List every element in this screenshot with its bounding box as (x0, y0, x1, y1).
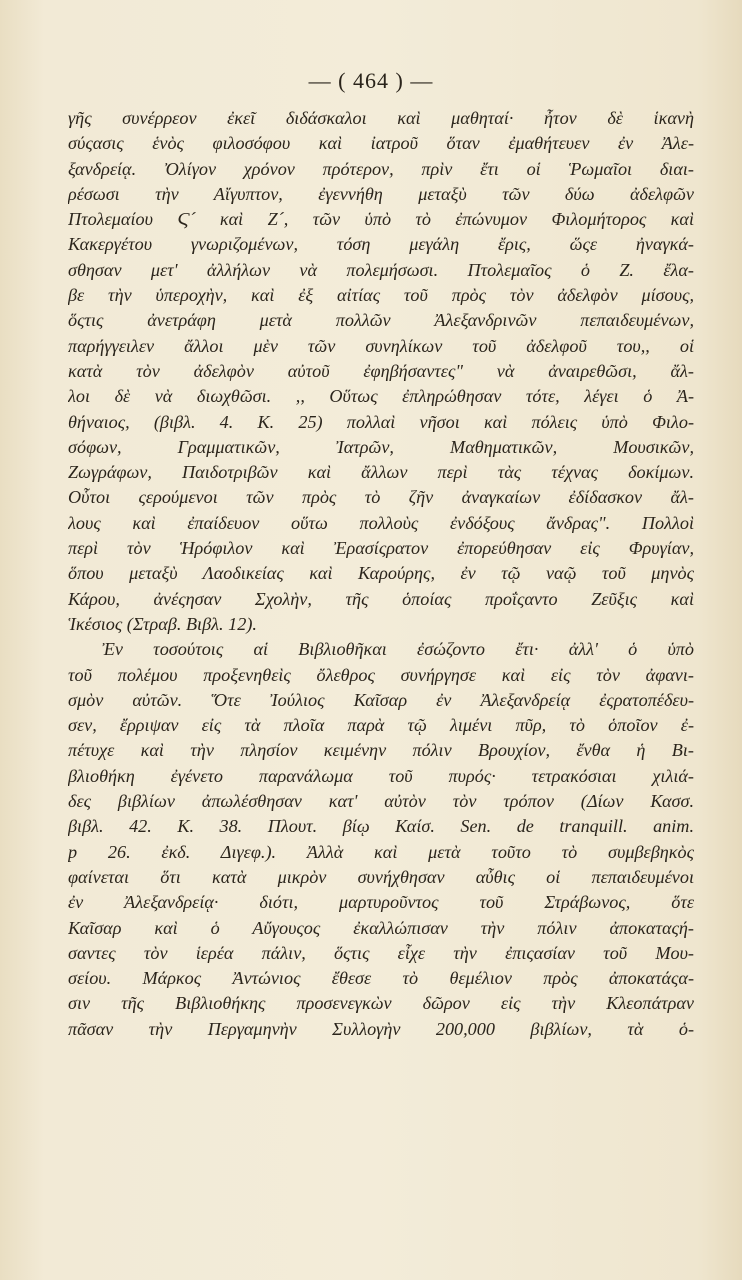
text-line: Ζωγράφων, Παιδοτριβῶν καὶ ἄλλων περὶ τὰς τέχνας δοκίμων. (68, 462, 694, 483)
body-text (68, 106, 694, 1067)
text-line: περὶ τὸν Ἡρόφιλον καὶ Ἐρασίςρατον ἐπορεύθησαν εἰς Φρυγίαν, (68, 538, 694, 559)
text-line: σόφων, Γραμματικῶν, Ἰατρῶν, Μαθηματικῶν, Μουσικῶν, (68, 436, 694, 457)
text-line: ξανδρείᾳ. Ὀλίγον χρόνον πρότερον, πρὶν ἔτι οἱ Ῥωμαῖοι διαι- (68, 158, 694, 179)
text-line: Ἱκέσιος (Στραβ. Βιβλ. 12). (68, 613, 257, 634)
text-line: δες βιβλίων ἀπωλέσθησαν κατ' αὐτὸν τὸν τρόπον (Δίων Κασσ. (68, 791, 694, 812)
text-line: ἐν Ἀλεξανδρείᾳ· διότι, μαρτυροῦντος τοῦ Στράβωνος, ὅτε (68, 892, 694, 913)
text-line: κατὰ τὸν ἀδελφὸν αὐτοῦ ἐφηβήσαντες" νὰ ἀναιρεθῶσι, ἄλ- (68, 360, 694, 381)
text-line: Κάρου, ἀνέςησαν Σχολὴν, τῆς ὁποίας προΐςαντο Ζεῦξις καὶ (68, 588, 694, 609)
text-line: σεν, ἔρριψαν εἰς τὰ πλοῖα παρὰ τῷ λιμένι πῦρ, τὸ ὁποῖον ἐ- (68, 715, 694, 736)
text-line: p 26. ἐκδ. Διγεφ.). Ἀλλὰ καὶ μετὰ τοῦτο τὸ συμβεβηκὸς (68, 841, 694, 862)
text-line: Οὗτοι ςερούμενοι τῶν πρὸς τὸ ζῆν ἀναγκαίων ἐδίδασκον ἄλ- (68, 487, 694, 508)
text-line: λους καὶ ἐπαίδευον οὕτω πολλοὺς ἐνδόξους ἄνδρας". Πολλοὶ (68, 512, 694, 533)
text-line: φαίνεται ὅτι κατὰ μικρὸν συνήχθησαν αὖθις οἱ πεπαιδευμένοι (68, 866, 694, 887)
text-line: πέτυχε καὶ τὴν πλησίον κειμένην πόλιν Βρουχίον, ἔνθα ἡ Βι- (68, 740, 694, 761)
text-line: σαντες τὸν ἱερέα πάλιν, ὅςτις εἶχε τὴν ἐπιςασίαν τοῦ Μου- (68, 942, 694, 963)
text-line: βε τὴν ὑπεροχὴν, καὶ ἐξ αἰτίας τοῦ πρὸς τὸν ἀδελφὸν μίσους, (68, 285, 694, 306)
page-number: — ( 464 ) — (308, 68, 434, 93)
text-line: παρήγγειλεν ἄλλοι μὲν τῶν συνηλίκων τοῦ ἀδελφοῦ του,, οἱ (68, 335, 694, 356)
text-line: γῆς συνέρρεον ἐκεῖ διδάσκαλοι καὶ μαθηταί· ἦτον δὲ ἱκανὴ (68, 108, 694, 128)
text-line: τοῦ πολέμου προξενηθεὶς ὄλεθρος συνήργησε καὶ εἰς τὸν ἀφανι- (68, 664, 694, 685)
text-line: ὅπου μεταξὺ Λαοδικείας καὶ Καρούρης, ἐν τῷ ναῷ τοῦ μηνὸς (68, 563, 694, 584)
text-line: Κακεργέτου γνωριζομένων, τόση μεγάλη ἔρις, ὥςε ἠναγκά- (68, 234, 694, 255)
text-line: ὅςτις ἀνετράφη μετὰ πολλῶν Ἀλεξανδρινῶν πεπαιδευμένων, (68, 310, 694, 331)
text-line: σμὸν αὐτῶν. Ὅτε Ἰούλιος Καῖσαρ ἐν Ἀλεξανδρείᾳ ἐςρατοπέδευ- (68, 689, 694, 710)
text-line: θήναιος, (βιβλ. 4. Κ. 25) πολλαὶ νῆσοι καὶ πόλεις ὑπὸ Φιλο- (68, 411, 694, 432)
text-line: σείου. Μάρκος Ἀντώνιος ἔθεσε τὸ θεμέλιον πρὸς ἀποκατάςα- (68, 968, 694, 989)
text-line: Καῖσαρ καὶ ὁ Αὔγουςος ἐκαλλώπισαν τὴν πόλιν ἀποκαταςή- (68, 917, 694, 938)
text-line: σιν τῆς Βιβλιοθήκης προσενεγκὼν δῶρον εἰς τὴν Κλεοπάτραν (68, 993, 694, 1014)
text-line: βλιοθήκη ἐγένετο παρανάλωμα τοῦ πυρός· τετρακόσιαι χιλιά- (68, 765, 694, 786)
text-line: πᾶσαν τὴν Περγαμηνὴν Συλλογὴν 200,000 βιβλίων, τὰ ὁ- (68, 1018, 694, 1039)
text-line: Πτολεμαίου Ϛ´ καὶ Ζ´, τῶν ὑπὸ τὸ ἐπώνυμον Φιλομήτορος καὶ (68, 209, 694, 230)
text-line: ρέσωσι τὴν Αἴγυπτον, ἐγεννήθη μεταξὺ τῶν δύω ἀδελφῶν (68, 183, 694, 204)
paragraph-first-line: Ἐν τοσούτοις αἱ Βιβλιοθῆκαι ἐσώζοντο ἔτι· ἀλλ' ὁ ὑπὸ (102, 639, 694, 660)
text-line: λοι δὲ νὰ διωχθῶσι. ,, Οὕτως ἐπληρώθησαν τότε, λέγει ὁ Ἀ- (68, 386, 694, 407)
text-line: σθησαν μετ' ἀλλήλων νὰ πολεμήσωσι. Πτολεμαῖος ὁ Ζ. ἔλα- (68, 259, 694, 280)
text-line: βιβλ. 42. Κ. 38. Πλουτ. βίῳ Καίσ. Sen. de tranquill. anim. (68, 816, 694, 837)
text-line: σύςασις ἑνὸς φιλοσόφου καὶ ἰατροῦ ὅταν ἐμαθήτευεν ἐν Ἀλε- (68, 133, 694, 154)
text-line (68, 1042, 694, 1067)
